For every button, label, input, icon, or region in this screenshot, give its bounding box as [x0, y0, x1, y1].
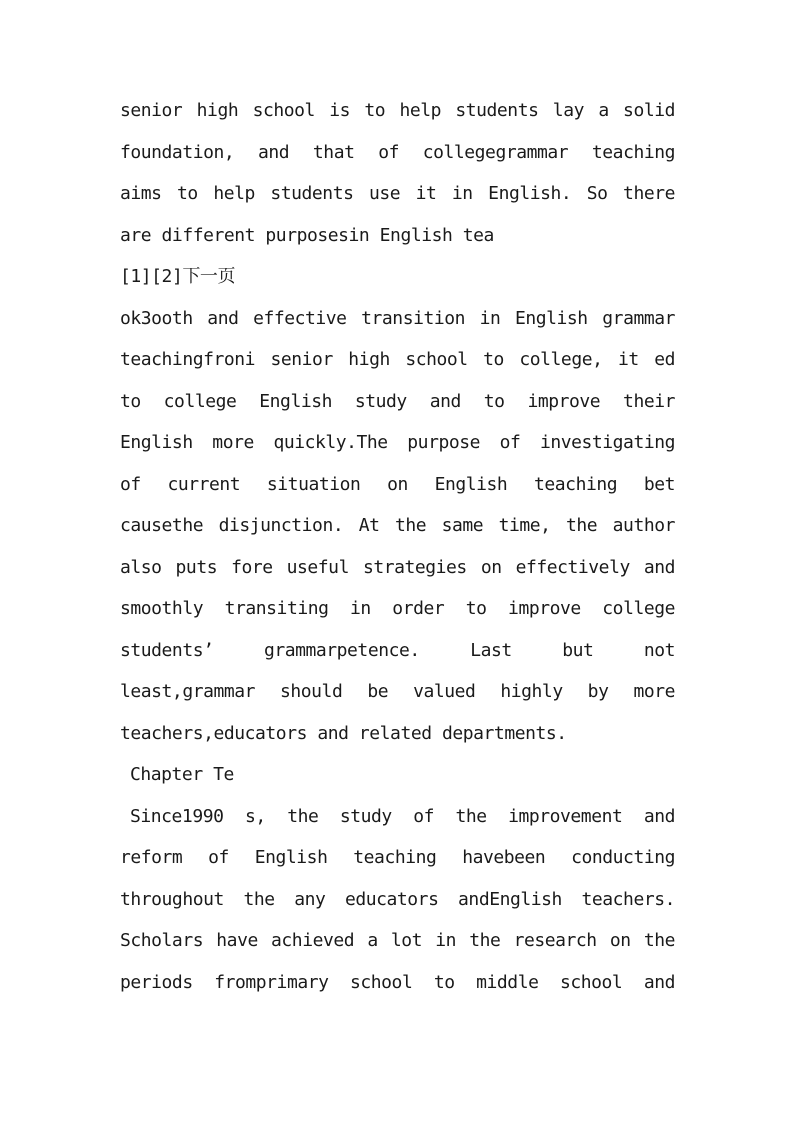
text-line: of current situation on English teaching bet	[120, 473, 675, 495]
text-line: also puts fore useful strategies on effectively and	[120, 556, 675, 578]
text-line: Scholars have achieved a lot in the research on the	[120, 930, 675, 951]
text-line: teachingfroni senior high school to college, it ed	[120, 349, 675, 370]
text-line: aims to help students use it in English. So there	[120, 183, 675, 204]
text-line: causethe disjunction. At the same time, the author	[120, 515, 675, 536]
pagination	[120, 256, 675, 298]
text-line: smoothly transiting in order to improve college	[120, 598, 675, 619]
page-link-1[interactable]: [1]	[120, 266, 152, 287]
text-line: senior high school is to help students lay a solid	[120, 100, 675, 121]
page-link-2[interactable]: [2]	[151, 266, 183, 287]
text-line: ok3ooth and effective transition in English grammar	[120, 307, 675, 329]
text-line: to college English study and to improve their	[120, 390, 675, 412]
chapter-heading: Chapter Te	[130, 764, 234, 785]
document-page	[120, 90, 675, 1003]
text-line: periods fromprimary school to middle school and	[120, 971, 675, 993]
text-line: reform of English teaching havebeen conducting	[120, 847, 675, 868]
text-line: are different purposesin English tea	[120, 224, 494, 246]
text-line: teachers,educators and related departments.	[120, 722, 567, 744]
next-page-link[interactable]: 下一页	[182, 266, 235, 287]
text-line: Since1990 s, the study of the improvement and	[130, 805, 675, 827]
text-line: English more quickly.The purpose of investigating	[120, 432, 675, 453]
text-line: throughout the any educators andEnglish teachers.	[120, 888, 675, 910]
text-line: foundation, and that of collegegrammar teaching	[120, 141, 675, 163]
text-line: least,grammar should be valued highly by more	[120, 681, 675, 702]
text-line: students’ grammarpetence. Last but not	[120, 639, 675, 661]
